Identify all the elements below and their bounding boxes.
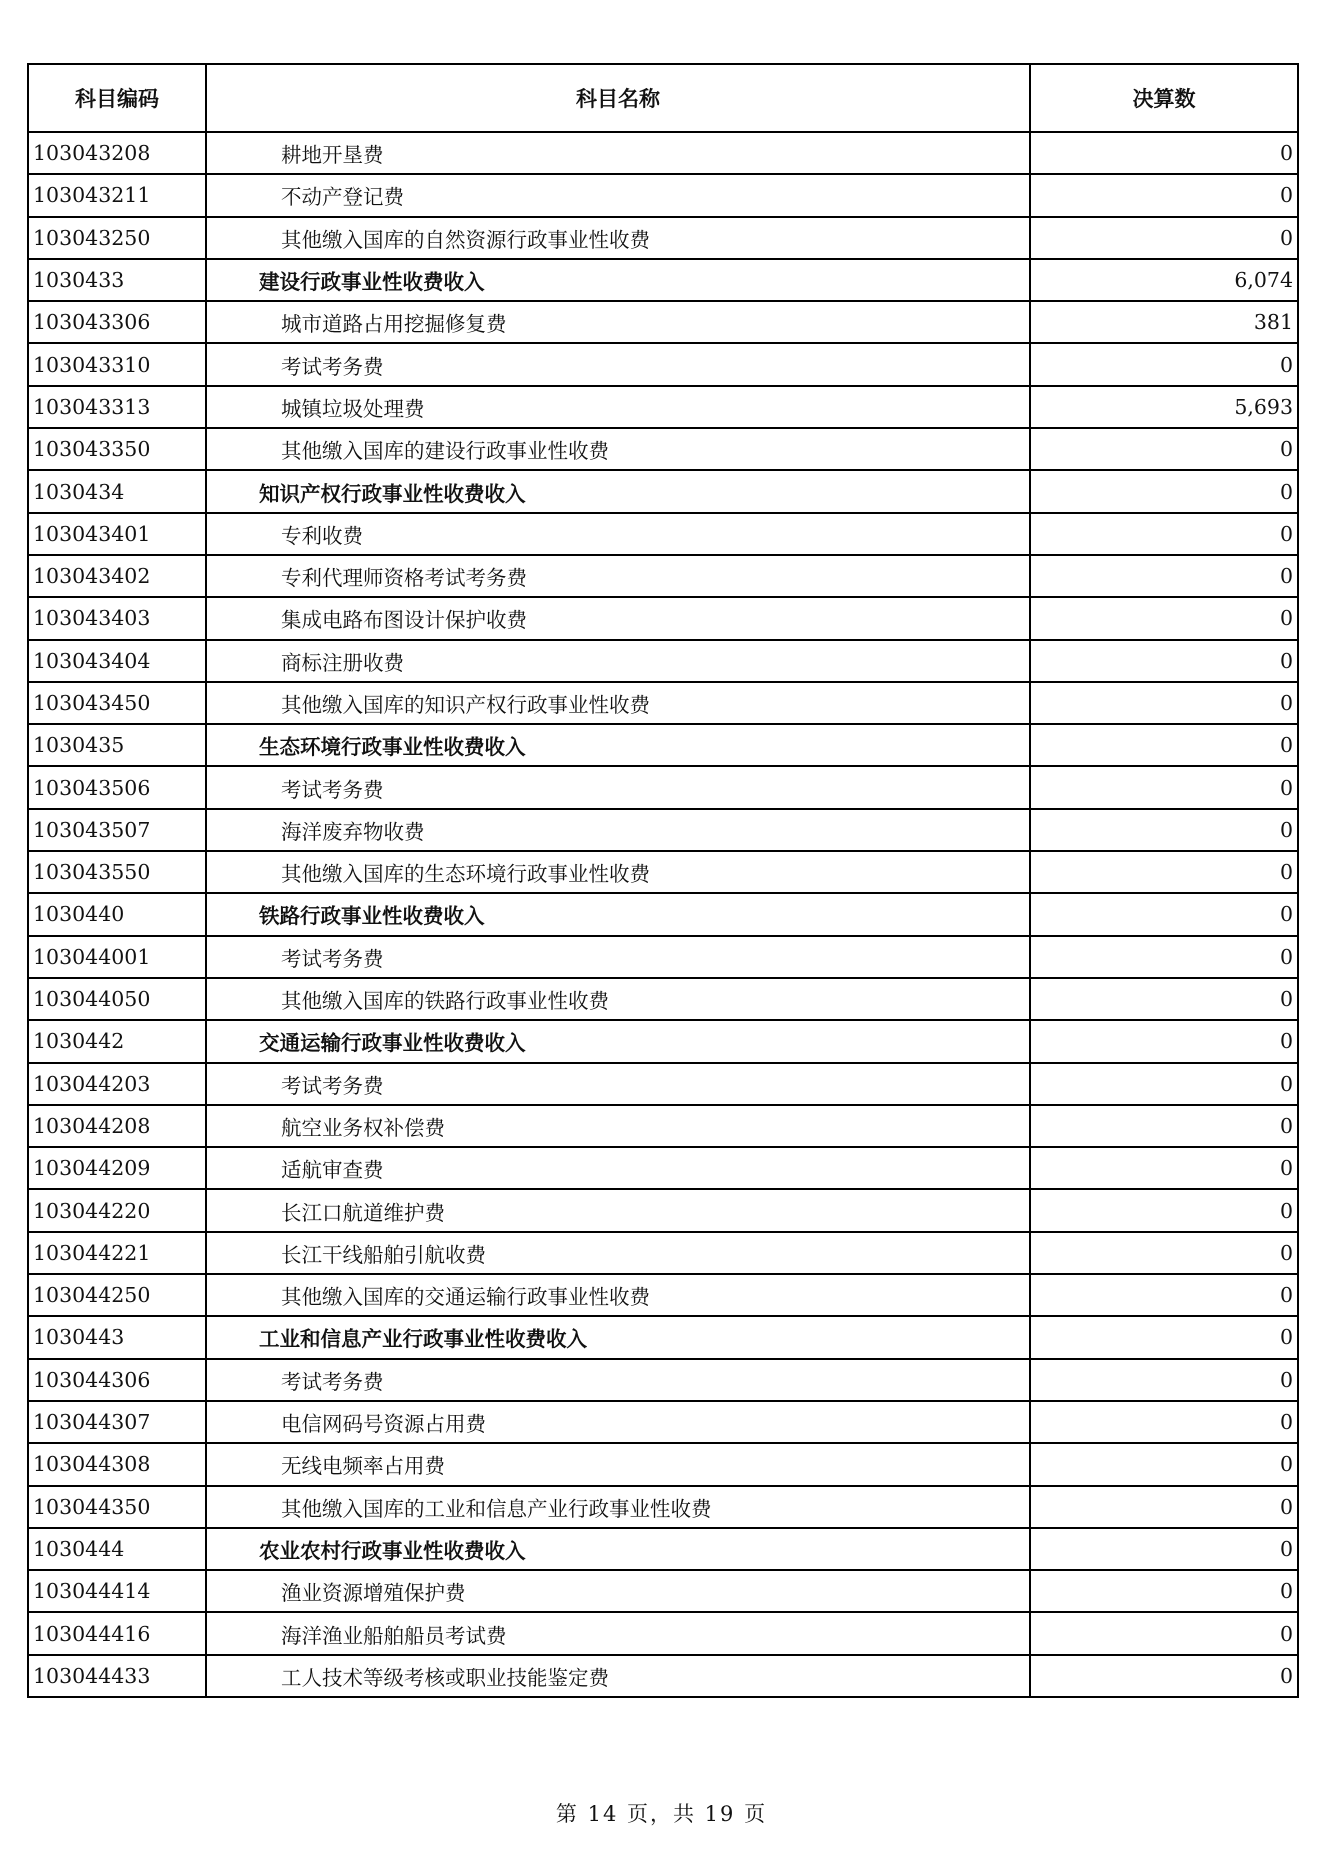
amount-cell: 0 — [1030, 1020, 1298, 1062]
name-cell: 海洋废弃物收费 — [206, 809, 1030, 851]
amount-cell: 0 — [1030, 1612, 1298, 1654]
amount-cell: 0 — [1030, 513, 1298, 555]
name-cell: 不动产登记费 — [206, 174, 1030, 216]
code-cell: 103043313 — [28, 386, 206, 428]
amount-cell: 0 — [1030, 1063, 1298, 1105]
amount-cell: 0 — [1030, 724, 1298, 766]
table-row — [28, 851, 1298, 893]
amount-cell: 0 — [1030, 470, 1298, 512]
amount-cell: 6,074 — [1030, 259, 1298, 301]
table-row-category — [28, 1528, 1298, 1570]
code-cell: 103044308 — [28, 1443, 206, 1485]
table-row-category — [28, 470, 1298, 512]
table-row — [28, 809, 1298, 851]
name-cell: 生态环境行政事业性收费收入 — [206, 724, 1030, 766]
code-cell: 103044050 — [28, 978, 206, 1020]
code-cell: 1030440 — [28, 893, 206, 935]
code-cell: 1030443 — [28, 1316, 206, 1358]
amount-cell: 0 — [1030, 555, 1298, 597]
code-cell: 103043310 — [28, 343, 206, 385]
code-cell: 103044220 — [28, 1189, 206, 1231]
name-cell: 其他缴入国库的自然资源行政事业性收费 — [206, 217, 1030, 259]
name-cell: 农业农村行政事业性收费收入 — [206, 1528, 1030, 1570]
code-cell: 103043211 — [28, 174, 206, 216]
code-cell: 1030444 — [28, 1528, 206, 1570]
code-cell: 103044221 — [28, 1232, 206, 1274]
table-row — [28, 217, 1298, 259]
code-cell: 1030442 — [28, 1020, 206, 1062]
table-row — [28, 1147, 1298, 1189]
table-row — [28, 1443, 1298, 1485]
code-cell: 1030433 — [28, 259, 206, 301]
name-cell: 考试考务费 — [206, 1359, 1030, 1401]
name-cell: 工业和信息产业行政事业性收费收入 — [206, 1316, 1030, 1358]
code-cell: 103043550 — [28, 851, 206, 893]
amount-cell: 0 — [1030, 682, 1298, 724]
code-cell: 103043403 — [28, 597, 206, 639]
name-cell: 建设行政事业性收费收入 — [206, 259, 1030, 301]
table-row-category — [28, 259, 1298, 301]
amount-cell: 0 — [1030, 597, 1298, 639]
code-cell: 103043507 — [28, 809, 206, 851]
name-cell: 海洋渔业船舶船员考试费 — [206, 1612, 1030, 1654]
name-cell: 渔业资源增殖保护费 — [206, 1570, 1030, 1612]
name-cell: 集成电路布图设计保护收费 — [206, 597, 1030, 639]
budget-table — [27, 63, 1299, 1698]
amount-cell: 0 — [1030, 1147, 1298, 1189]
name-cell: 其他缴入国库的工业和信息产业行政事业性收费 — [206, 1486, 1030, 1528]
name-cell: 电信网码号资源占用费 — [206, 1401, 1030, 1443]
table-row — [28, 174, 1298, 216]
amount-cell: 0 — [1030, 1443, 1298, 1485]
amount-cell: 0 — [1030, 1655, 1298, 1697]
amount-cell: 0 — [1030, 1359, 1298, 1401]
code-cell: 103044433 — [28, 1655, 206, 1697]
code-cell: 103044350 — [28, 1486, 206, 1528]
name-cell: 考试考务费 — [206, 766, 1030, 808]
name-cell: 考试考务费 — [206, 1063, 1030, 1105]
code-cell: 103044416 — [28, 1612, 206, 1654]
name-cell: 专利代理师资格考试考务费 — [206, 555, 1030, 597]
table-row — [28, 682, 1298, 724]
table-row — [28, 1486, 1298, 1528]
amount-cell: 0 — [1030, 809, 1298, 851]
name-cell: 专利收费 — [206, 513, 1030, 555]
code-cell: 103044250 — [28, 1274, 206, 1316]
name-cell: 交通运输行政事业性收费收入 — [206, 1020, 1030, 1062]
amount-cell: 5,693 — [1030, 386, 1298, 428]
name-cell: 城镇垃圾处理费 — [206, 386, 1030, 428]
amount-cell: 0 — [1030, 1105, 1298, 1147]
amount-cell: 0 — [1030, 1528, 1298, 1570]
table-row — [28, 301, 1298, 343]
code-cell: 103043401 — [28, 513, 206, 555]
name-cell: 无线电频率占用费 — [206, 1443, 1030, 1485]
name-cell: 铁路行政事业性收费收入 — [206, 893, 1030, 935]
table-row — [28, 555, 1298, 597]
code-cell: 103043450 — [28, 682, 206, 724]
code-cell: 103044203 — [28, 1063, 206, 1105]
table-row — [28, 978, 1298, 1020]
name-cell: 其他缴入国库的知识产权行政事业性收费 — [206, 682, 1030, 724]
table-row — [28, 1105, 1298, 1147]
amount-cell: 0 — [1030, 1401, 1298, 1443]
table-body — [28, 132, 1298, 1697]
code-cell: 103044209 — [28, 1147, 206, 1189]
name-cell: 知识产权行政事业性收费收入 — [206, 470, 1030, 512]
code-cell: 103044208 — [28, 1105, 206, 1147]
amount-cell: 0 — [1030, 1316, 1298, 1358]
amount-cell: 381 — [1030, 301, 1298, 343]
table-row — [28, 513, 1298, 555]
name-cell: 城市道路占用挖掘修复费 — [206, 301, 1030, 343]
name-cell: 其他缴入国库的交通运输行政事业性收费 — [206, 1274, 1030, 1316]
table-row — [28, 1189, 1298, 1231]
code-cell: 103043404 — [28, 640, 206, 682]
table-row-category — [28, 1020, 1298, 1062]
name-cell: 适航审查费 — [206, 1147, 1030, 1189]
amount-cell: 0 — [1030, 132, 1298, 174]
amount-cell: 0 — [1030, 217, 1298, 259]
table-row — [28, 428, 1298, 470]
name-cell: 考试考务费 — [206, 343, 1030, 385]
name-cell: 商标注册收费 — [206, 640, 1030, 682]
name-cell: 其他缴入国库的建设行政事业性收费 — [206, 428, 1030, 470]
header-name: 科目名称 — [206, 64, 1030, 132]
amount-cell: 0 — [1030, 1232, 1298, 1274]
amount-cell: 0 — [1030, 1570, 1298, 1612]
table-row — [28, 1232, 1298, 1274]
table-row-category — [28, 893, 1298, 935]
amount-cell: 0 — [1030, 428, 1298, 470]
name-cell: 其他缴入国库的铁路行政事业性收费 — [206, 978, 1030, 1020]
name-cell: 耕地开垦费 — [206, 132, 1030, 174]
table-row — [28, 640, 1298, 682]
table-row — [28, 1655, 1298, 1697]
table-row — [28, 1401, 1298, 1443]
table-row — [28, 1612, 1298, 1654]
name-cell: 长江干线船舶引航收费 — [206, 1232, 1030, 1274]
table-row — [28, 766, 1298, 808]
header-code: 科目编码 — [28, 64, 206, 132]
amount-cell: 0 — [1030, 1486, 1298, 1528]
name-cell: 考试考务费 — [206, 936, 1030, 978]
name-cell: 工人技术等级考核或职业技能鉴定费 — [206, 1655, 1030, 1697]
name-cell: 长江口航道维护费 — [206, 1189, 1030, 1231]
amount-cell: 0 — [1030, 174, 1298, 216]
amount-cell: 0 — [1030, 936, 1298, 978]
code-cell: 103043306 — [28, 301, 206, 343]
amount-cell: 0 — [1030, 1274, 1298, 1316]
table-header-row — [28, 64, 1298, 132]
name-cell: 航空业务权补偿费 — [206, 1105, 1030, 1147]
table-row-category — [28, 1316, 1298, 1358]
amount-cell: 0 — [1030, 343, 1298, 385]
table-row — [28, 597, 1298, 639]
code-cell: 103044001 — [28, 936, 206, 978]
amount-cell: 0 — [1030, 851, 1298, 893]
code-cell: 103043208 — [28, 132, 206, 174]
table-row — [28, 1570, 1298, 1612]
amount-cell: 0 — [1030, 640, 1298, 682]
table-row — [28, 386, 1298, 428]
name-cell: 其他缴入国库的生态环境行政事业性收费 — [206, 851, 1030, 893]
table-row — [28, 1359, 1298, 1401]
code-cell: 103044414 — [28, 1570, 206, 1612]
code-cell: 103043402 — [28, 555, 206, 597]
code-cell: 103044306 — [28, 1359, 206, 1401]
header-amount: 决算数 — [1030, 64, 1298, 132]
table-row — [28, 132, 1298, 174]
table-row — [28, 1274, 1298, 1316]
page-number: 第 14 页，共 19 页 — [555, 1802, 768, 1826]
code-cell: 1030434 — [28, 470, 206, 512]
code-cell: 103043350 — [28, 428, 206, 470]
table-row — [28, 936, 1298, 978]
table-row — [28, 1063, 1298, 1105]
amount-cell: 0 — [1030, 893, 1298, 935]
amount-cell: 0 — [1030, 1189, 1298, 1231]
table-row-category — [28, 724, 1298, 766]
amount-cell: 0 — [1030, 978, 1298, 1020]
code-cell: 103043506 — [28, 766, 206, 808]
amount-cell: 0 — [1030, 766, 1298, 808]
code-cell: 103044307 — [28, 1401, 206, 1443]
code-cell: 103043250 — [28, 217, 206, 259]
table-row — [28, 343, 1298, 385]
code-cell: 1030435 — [28, 724, 206, 766]
